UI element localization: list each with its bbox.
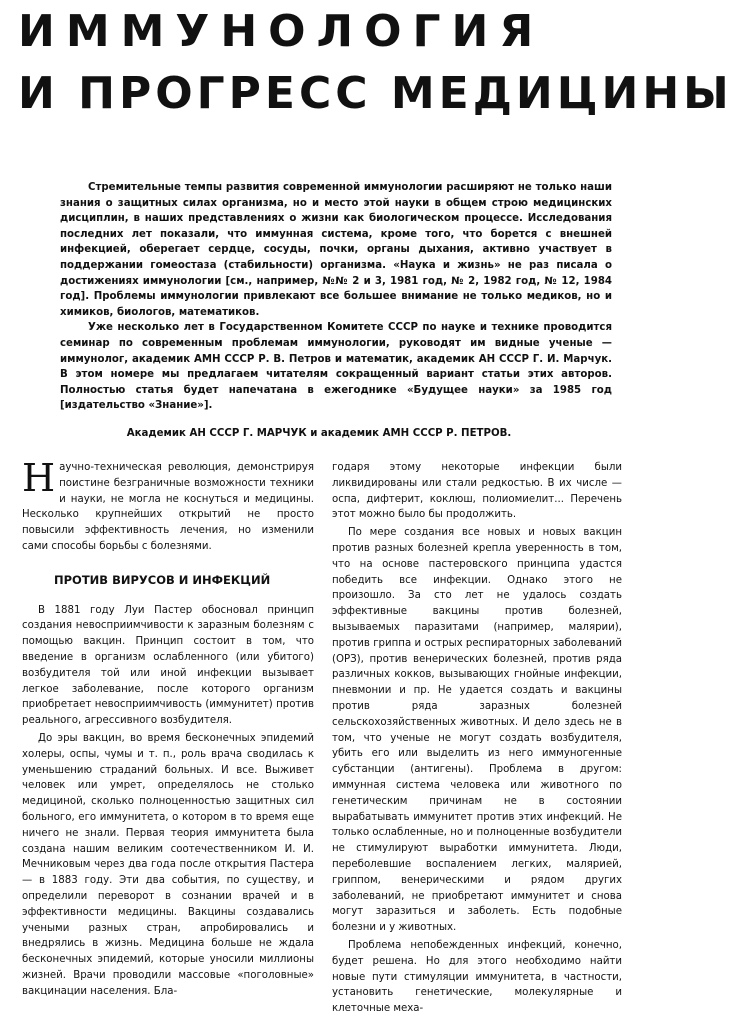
lead-paragraph-1: Стремительные темпы развития современной иммунологии расширяют не только наши знания о защитных силах организма, но и место этой науки в общем строю медицинских дисциплин, в наших представлениях о жизни как биологическом процессе. Исследования последних лет показали, что иммунная система, кроме того, что борется с внешней инфекцией, оберегает сердце, сосуды, почки, органы дыхания, активно участвует в поддержании гомеостаза (стабильности) организма. «Наука и жизнь» не раз писала о достижениях иммунологии [см., например, №№ 2 и 3, 1981 год, № 2, 1982 год, № 12, 1984 год]. Проблемы иммунологии привлекают все большее внимание не только медиков, но и химиков, биологов, математиков.	[60, 182, 612, 318]
body-paragraph: В 1881 году Луи Пастер обосновал принцип создания невосприимчивости к заразным болезням с помощью вакцин. Принцип состоит в том, что введение в организм ослабленного (или убитого) возбудителя той или иной инфекции вызывает легкое заболевание, после которого организм приобретает невосприимчивость (иммунитет) против реального, агрессивного возбудителя.	[22, 604, 314, 727]
body-paragraph: Проблема непобежденных инфекций, конечно, будет решена. Но для этого необходимо найти новые пути стимуляции иммунитета, в частности, установить генетические, молекулярные и клеточные меха-	[332, 939, 622, 1015]
continued-paragraph: годаря этому некоторые инфекции были ликвидированы или стали редкостью. В их числе — оспа, дифтерит, коклюш, полиомиелит... Перечень этот можно было бы продолжить.	[332, 462, 622, 521]
body-paragraph: До эры вакцин, во время бесконечных эпидемий холеры, оспы, чумы и т. п., роль врача сводилась к уменьшению страданий больных. И все. Выживет человек или умрет, определялось не столько медициной, сколько полноценностью защитных сил больного, его иммунитета, о котором в то время еще ничего не знали. Первая теория иммунитета была создана нашим великим соотечественником И. И. Мечниковым через два года после открытия Пастера — в 1883 году. Эти два события, по существу, и определили переворот в сознании врачей и в эффективности медицины. Вакцины создавались учеными разных стран, апробировались и внедрялись в жизнь. Медицина больше не ждала бесконечных эпидемий, которые уносили миллионы жизней. Врачи проводили массовые «поголовные» вакцинации населения. Бла-	[22, 732, 314, 997]
title-line-2: И ПРОГРЕСС МЕДИЦИНЫ	[18, 68, 733, 119]
left-column	[22, 456, 314, 1024]
intro-paragraph	[22, 456, 314, 555]
body-paragraph: По мере создания все новых и новых вакцин против разных болезней крепла уверенность в том, что на основе пастеровского принципа удастся победить все инфекции. Однако этого не произошло. За сто лет не удалось создать эффективные вакцины против болезней, вызываемых паразитами (например, малярии), против гриппа и острых респираторных заболеваний (ОРЗ), против венерических болезней, против ряда различных кокков, вызывающих гнойные инфекции, пневмонии и пр. Не удается создать и вакцины против ряда заразных болезней сельскохозяйственных животных. И дело здесь не в том, что ученые не могут создать возбудителя, убить его или выделить из него иммуногенные субстанции (антигены). Проблема в другом: иммунная система человека или животного по генетическим причинам не в состоянии вырабатывать иммунитет против этих инфекций. Не только ослабленные, но и полноценные возбудители не стимулируют выработки иммунитета. Люди, переболевшие воспалением легких, малярией, гриппом, венерическими и рядом других заболеваний, не приобретают иммунитет и снова могут заразиться и заболеть. Есть подобные болезни и у животных.	[332, 527, 622, 934]
lead-paragraphs	[60, 180, 612, 414]
lead-paragraph-2: Уже несколько лет в Государственном Комитете СССР по науке и технике проводится семинар по современным проблемам иммунологии, руководят им видные ученые — иммунолог, академик АМН СССР Р. В. Петров и математик, академик АН СССР Г. И. Марчук. В этом номере мы предлагаем читателям сокращенный вариант статьи этих авторов. Полностью статья будет напечатана в ежегоднике «Будущее науки» за 1985 год [издательство «Знание»].	[60, 322, 612, 412]
section-heading: ПРОТИВ ВИРУСОВ И ИНФЕКЦИЙ	[54, 572, 271, 587]
byline: Академик АН СССР Г. МАРЧУК и академик АМН СССР Р. ПЕТРОВ.	[126, 428, 512, 439]
dropcap: Н	[22, 456, 56, 500]
title-line-1: ИММУНОЛОГИЯ	[18, 6, 545, 57]
intro-text: аучно-техническая революция, демонстрируя поистине безграничные возможности техники и науки, не могла не коснуться и медицины. Несколько крупнейших открытий не просто повысили эффективность лечения, но изменили сами способы борьбы с болезнями.	[22, 462, 314, 552]
right-column	[332, 460, 622, 1024]
